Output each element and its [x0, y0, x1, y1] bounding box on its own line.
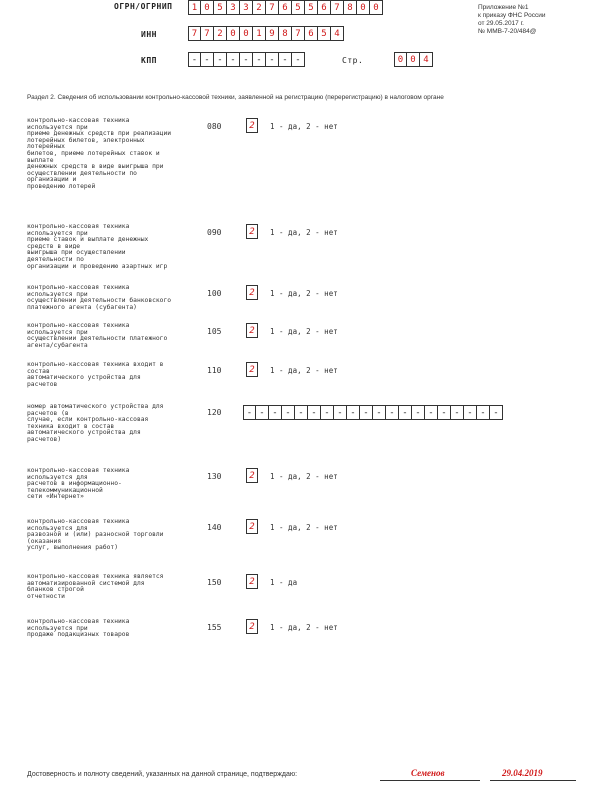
device-number-cells	[243, 405, 503, 420]
kpp-cell[interactable]: -	[266, 52, 279, 67]
inn-cell[interactable]: 7	[201, 26, 214, 41]
row-description: контрольно-кассовая техника используется при осуществлении деятельности платежного агента/субагента	[27, 322, 168, 349]
page-number-cell[interactable]: 0	[394, 52, 407, 67]
footer-confirmation: Достоверность и полноту сведений, указанных на данной странице, подтверждаю:	[27, 771, 298, 778]
row-description: контрольно-кассовая техника используется для развозной и (или) разносной торговли (оказания услуг, выполнения работ)	[27, 518, 164, 552]
answer-options: 1 - да, 2 - нет	[270, 472, 338, 481]
row-code: 140	[207, 523, 222, 532]
device-number-cell[interactable]: -	[360, 405, 373, 420]
answer-box[interactable]: 2	[246, 285, 258, 300]
ogrn-cell[interactable]: 1	[188, 0, 201, 15]
kpp-cell[interactable]: -	[240, 52, 253, 67]
answer-box[interactable]: 2	[246, 519, 258, 534]
kpp-cell[interactable]: -	[201, 52, 214, 67]
ogrn-cell[interactable]: 0	[201, 0, 214, 15]
row-code: 130	[207, 472, 222, 481]
row-code: 120	[207, 408, 222, 417]
kpp-cell[interactable]: -	[214, 52, 227, 67]
kpp-cell[interactable]: -	[188, 52, 201, 67]
device-number-cell[interactable]: -	[490, 405, 503, 420]
device-number-cell[interactable]: -	[438, 405, 451, 420]
answer-options: 1 - да, 2 - нет	[270, 327, 338, 336]
page-label: Стр.	[342, 56, 364, 65]
signature-date: 29.04.2019	[502, 768, 543, 778]
page-number-cells	[394, 52, 433, 67]
device-number-cell[interactable]: -	[477, 405, 490, 420]
answer-box[interactable]: 2	[246, 362, 258, 377]
answer-box[interactable]: 2	[246, 619, 258, 634]
answer-options: 1 - да, 2 - нет	[270, 228, 338, 237]
signature: Семенов	[411, 768, 445, 778]
device-number-cell[interactable]: -	[347, 405, 360, 420]
row-description: контрольно-кассовая техника используется при приеме денежных средств при реализации лотерейных билетов, электронных лотерейных билетов, приеме лотерейных ставок и выплате денежных средств в виде выигрыша при осуществлении деятельности по организации и проведению лотерей	[27, 117, 172, 190]
device-number-cell[interactable]: -	[269, 405, 282, 420]
answer-options: 1 - да, 2 - нет	[270, 289, 338, 298]
row-code: 080	[207, 122, 222, 131]
kpp-cell[interactable]: -	[292, 52, 305, 67]
answer-options: 1 - да, 2 - нет	[270, 523, 338, 532]
device-number-cell[interactable]: -	[321, 405, 334, 420]
row-description: контрольно-кассовая техника входит в состав автоматического устройства для расчетов	[27, 361, 164, 388]
inn-cell[interactable]: 1	[253, 26, 266, 41]
inn-cell[interactable]: 5	[318, 26, 331, 41]
inn-cell[interactable]: 6	[305, 26, 318, 41]
inn-cell[interactable]: 0	[227, 26, 240, 41]
ogrn-label: ОГРН/ОГРНИП	[114, 2, 173, 11]
row-description: контрольно-кассовая техника используется при продаже подакцизных товаров	[27, 618, 130, 639]
date-line	[490, 780, 576, 781]
kpp-cell[interactable]: -	[227, 52, 240, 67]
row-description: контрольно-кассовая техника является автоматизированной системой для бланков строгой отчетности	[27, 573, 164, 600]
ogrn-cell[interactable]: 3	[240, 0, 253, 15]
ogrn-cell[interactable]: 2	[253, 0, 266, 15]
device-number-cell[interactable]: -	[243, 405, 256, 420]
appendix-note	[478, 4, 545, 36]
inn-cell[interactable]: 7	[188, 26, 201, 41]
kpp-cell[interactable]: -	[253, 52, 266, 67]
device-number-cell[interactable]: -	[256, 405, 269, 420]
answer-options: 1 - да, 2 - нет	[270, 366, 338, 375]
device-number-cell[interactable]: -	[399, 405, 412, 420]
ogrn-cell[interactable]: 0	[370, 0, 383, 15]
inn-cells	[188, 26, 344, 41]
row-code: 110	[207, 366, 222, 375]
ogrn-cell[interactable]: 5	[214, 0, 227, 15]
answer-options: 1 - да, 2 - нет	[270, 623, 338, 632]
answer-options: 1 - да, 2 - нет	[270, 122, 338, 131]
row-description: контрольно-кассовая техника используется для расчетов в информационно- телекоммуникационной сети «Интернет»	[27, 467, 130, 501]
inn-cell[interactable]: 7	[292, 26, 305, 41]
row-code: 105	[207, 327, 222, 336]
inn-cell[interactable]: 2	[214, 26, 227, 41]
answer-box[interactable]: 2	[246, 468, 258, 483]
answer-box[interactable]: 2	[246, 118, 258, 133]
page-number-cell[interactable]: 4	[420, 52, 433, 67]
device-number-cell[interactable]: -	[425, 405, 438, 420]
row-description: номер автоматического устройства для расчетов (в случае, если контрольно-кассовая техника входит в состав автоматического устройства для расчетов)	[27, 403, 164, 443]
row-code: 155	[207, 623, 222, 632]
answer-box[interactable]: 2	[246, 224, 258, 239]
answer-box[interactable]: 2	[246, 574, 258, 589]
appendix-line-2: к приказу ФНС России	[478, 12, 546, 19]
page-number-cell[interactable]: 0	[407, 52, 420, 67]
ogrn-cell[interactable]: 0	[357, 0, 370, 15]
ogrn-cell[interactable]: 8	[344, 0, 357, 15]
ogrn-cell[interactable]: 5	[305, 0, 318, 15]
appendix-line-1: Приложение №1	[478, 4, 529, 11]
inn-cell[interactable]: 4	[331, 26, 344, 41]
inn-cell[interactable]: 8	[279, 26, 292, 41]
section-title: Раздел 2. Сведения об использовании контрольно-кассовой техники, заявленной на регистрацию (перерегистрацию) в налоговом органе	[27, 94, 444, 101]
ogrn-cell[interactable]: 7	[266, 0, 279, 15]
appendix-line-3: от 29.05.2017 г.	[478, 20, 524, 27]
device-number-cell[interactable]: -	[412, 405, 425, 420]
device-number-cell[interactable]: -	[295, 405, 308, 420]
device-number-cell[interactable]: -	[464, 405, 477, 420]
answer-options: 1 - да	[270, 578, 298, 587]
appendix-line-4: № ММВ-7-20/484@	[478, 28, 537, 35]
row-code: 090	[207, 228, 222, 237]
row-description: контрольно-кассовая техника используется при осуществлении деятельности банковского платежного агента (субагента)	[27, 284, 172, 311]
ogrn-cell[interactable]: 5	[292, 0, 305, 15]
inn-cell[interactable]: 9	[266, 26, 279, 41]
kpp-cells	[188, 52, 305, 67]
row-description: контрольно-кассовая техника используется при приеме ставок и выплате денежных средств в виде выигрыша при осуществлении деятельности по организации и проведению азартных игр	[27, 223, 168, 270]
signature-line	[380, 780, 480, 781]
kpp-label: КПП	[141, 56, 157, 65]
answer-box[interactable]: 2	[246, 323, 258, 338]
ogrn-cell[interactable]: 6	[279, 0, 292, 15]
row-code: 100	[207, 289, 222, 298]
kpp-cell[interactable]: -	[279, 52, 292, 67]
ogrn-cell[interactable]: 7	[331, 0, 344, 15]
device-number-cell[interactable]: -	[282, 405, 295, 420]
device-number-cell[interactable]: -	[334, 405, 347, 420]
ogrn-cell[interactable]: 3	[227, 0, 240, 15]
ogrn-cells	[188, 0, 383, 15]
device-number-cell[interactable]: -	[308, 405, 321, 420]
device-number-cell[interactable]: -	[373, 405, 386, 420]
inn-label: ИНН	[141, 30, 157, 39]
ogrn-cell[interactable]: 6	[318, 0, 331, 15]
row-code: 150	[207, 578, 222, 587]
inn-cell[interactable]: 0	[240, 26, 253, 41]
device-number-cell[interactable]: -	[451, 405, 464, 420]
device-number-cell[interactable]: -	[386, 405, 399, 420]
